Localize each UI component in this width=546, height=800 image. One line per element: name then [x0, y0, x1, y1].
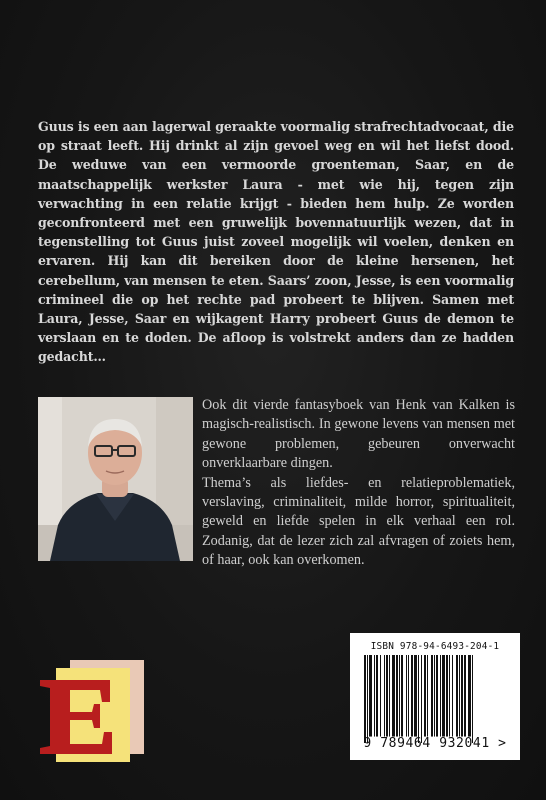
author-bio [202, 396, 515, 571]
author-portrait-image [38, 397, 193, 561]
author-bio-paragraph-2: Thema’s als liefdes- en relatieproblematiek, verslaving, criminaliteit, milde horror, spiritualiteit, geweld en liefde spelen in elk verhaal een rol. Zodanig, dat de lezer zich zal afvragen of zoiets hem, of haar, ook kan overkomen. [202, 474, 515, 569]
barcode-digits: 9 789464 932041 > [363, 736, 507, 751]
publisher-logo [38, 660, 158, 762]
isbn-barcode [350, 633, 520, 760]
book-blurb: Guus is een aan lagerwal geraakte voormalig strafrechtadvocaat, die op straat leeft. Hij drinkt al zijn gevoel weg en wil het liefst dood. De weduwe van een vermoorde groenteman, Saar, en de maatschappelijk werkster Laura - met wie hij, tegen zijn verwachting in een relatie krijgt - bieden hem hulp. Ze worden geconfronteerd met een gruwelijk bovennatuurlijk wezen, dat in tegenstelling tot Guus juist zoveel mogelijk wil voelen, denken en ervaren. Hij kan dit bereiken door de kleine hersenen, het cerebellum, van mensen te eten. Saars’ zoon, Jesse, is een voormalig crimineel die op het rechte pad probeert te blijven. Samen met Laura, Jesse, Saar en wijkagent Harry probeert Guus de demon te verslaan en te doden. De afloop is volstrekt anders dan ze hadden gedacht… [38, 119, 514, 365]
publisher-e-logo-icon [38, 660, 158, 762]
isbn-label: ISBN 978-94-6493-204-1 [370, 641, 500, 652]
author-bio-paragraph-1: Ook dit vierde fantasyboek van Henk van Kalken is magisch-realistisch. In gewone levens van mensen met gewone problemen, gebeuren onverwacht onverklaarbare dingen. [202, 397, 515, 472]
author-photo [38, 397, 193, 561]
barcode-bars [364, 655, 516, 743]
